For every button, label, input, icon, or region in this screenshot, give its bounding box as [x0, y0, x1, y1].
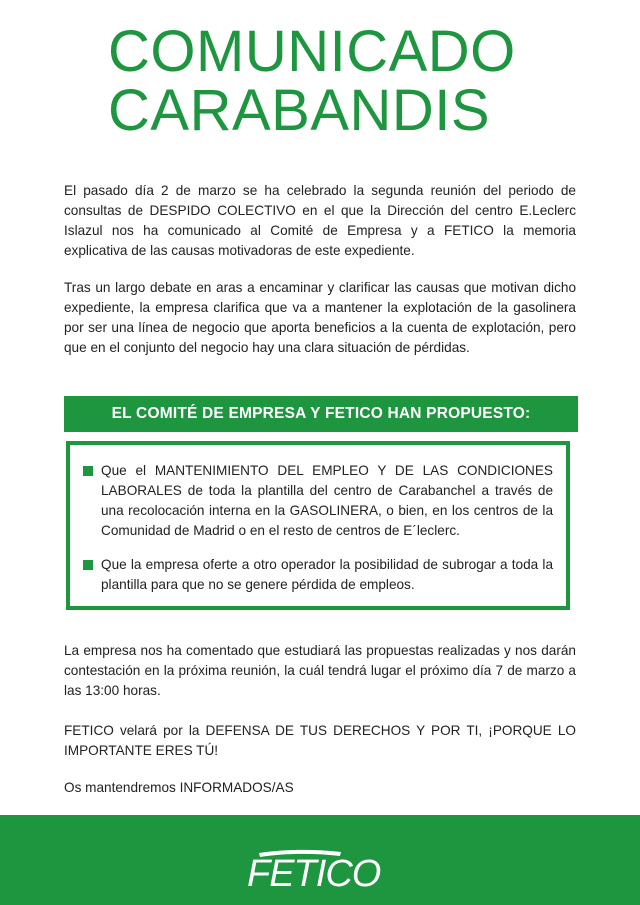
proposal-item	[87, 461, 553, 541]
proposal-item-text: Que la empresa oferte a otro operador la posibilidad de subrogar a toda la plantilla para que no se genere pérdida de empleos.	[101, 557, 553, 592]
fetico-logo	[245, 843, 405, 893]
proposal-item-text: Que el MANTENIMIENTO DEL EMPLEO Y DE LAS CONDICIONES LABORALES de toda la plantilla del centro de Carabanchel a través de una recolocación interna en la GASOLINERA, o bien, en los centros de la Comunidad de Madrid o en el resto de centros de E´leclerc.	[101, 463, 553, 538]
square-bullet-icon	[83, 560, 93, 570]
square-bullet-icon	[83, 466, 93, 476]
proposal-heading: EL COMITÉ DE EMPRESA Y FETICO HAN PROPUESTO:	[111, 405, 531, 422]
response-paragraph: La empresa nos ha comentado que estudiará las propuestas realizadas y nos darán contestación en la próxima reunión, la cuál tendrá lugar el próximo día 7 de marzo a las 13:00 horas.	[64, 643, 576, 698]
proposal-item	[87, 555, 553, 595]
debate-paragraph: Tras un largo debate en aras a encaminar y clarificar las causas que motivan dicho expediente, la empresa clarifica que va a mantener la explotación de la gasolinera por ser una línea de negocio que aporta beneficios a la cuenta de explotación, pero que en el conjunto del negocio hay una clara situación de pérdidas.	[64, 280, 576, 355]
closing-paragraph: Os mantendremos INFORMADOS/AS	[64, 780, 294, 795]
title-line-2: CARABANDIS	[108, 78, 491, 143]
proposal-heading-band	[64, 396, 578, 432]
logo-wordmark: FETICO	[247, 853, 381, 893]
proposal-box	[66, 441, 570, 610]
intro-paragraph: El pasado día 2 de marzo se ha celebrado la segunda reunión del periodo de consultas de DESPIDO COLECTIVO en el que la Dirección del centro E.Leclerc Islazul nos ha comunicado al Comité de Empresa y a FETICO la memoria explicativa de las causas motivadoras de este expediente.	[64, 183, 576, 258]
defense-paragraph: FETICO velará por la DEFENSA DE TUS DERECHOS Y POR TI, ¡PORQUE LO IMPORTANTE ERES TÚ!	[64, 723, 576, 758]
title-line-1: COMUNICADO	[108, 19, 516, 84]
page-title	[108, 19, 628, 143]
footer-band	[0, 815, 640, 905]
